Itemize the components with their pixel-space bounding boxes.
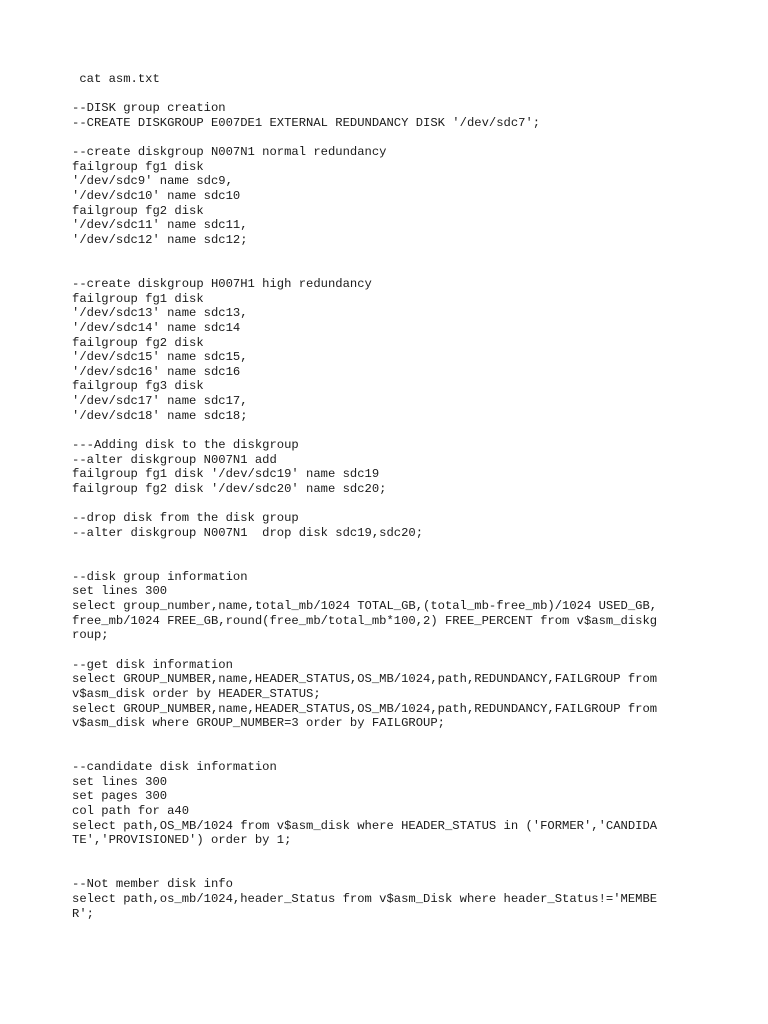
text-line: set lines 300: [72, 774, 168, 789]
text-line: --Not member disk info: [72, 877, 233, 892]
text-line: set lines 300: [72, 584, 168, 599]
text-line: [72, 131, 712, 146]
text-line: failgroup fg2 disk '/dev/sdc20' name sdc20;: [72, 481, 387, 496]
text-line: '/dev/sdc12' name sdc12;: [72, 233, 248, 248]
text-line: failgroup fg1 disk: [72, 159, 204, 174]
text-line: [72, 848, 712, 863]
text-line: set pages 300: [72, 789, 168, 804]
text-line: select GROUP_NUMBER,name,HEADER_STATUS,OS_MB/1024,path,REDUNDANCY,FAILGROUP from: [72, 672, 658, 687]
text-line: cat asm.txt: [72, 72, 160, 86]
text-line: failgroup fg2 disk: [72, 203, 204, 218]
text-line: col path for a40: [72, 804, 190, 819]
text-line: [72, 643, 712, 658]
text-line: select path,os_mb/1024,header_Status from v$asm_Disk where header_Status!='MEMBE: [72, 891, 658, 906]
text-line: --drop disk from the disk group: [72, 511, 299, 526]
text-line: failgroup fg3 disk: [72, 379, 204, 394]
text-line: ---Adding disk to the diskgroup: [72, 438, 299, 453]
text-line: [72, 497, 712, 512]
text-line: '/dev/sdc14' name sdc14: [72, 320, 241, 335]
text-line: select group_number,name,total_mb/1024 TOTAL_GB,(total_mb-free_mb)/1024 USED_GB,: [72, 599, 658, 614]
text-line: '/dev/sdc11' name sdc11,: [72, 218, 248, 233]
text-line: v$asm_disk where GROUP_NUMBER=3 order by FAILGROUP;: [72, 716, 445, 731]
text-line: --create diskgroup H007H1 high redundancy: [72, 276, 372, 291]
text-line: --get disk information: [72, 657, 233, 672]
text-line: '/dev/sdc13' name sdc13,: [72, 306, 248, 321]
text-line: [72, 541, 712, 556]
text-line: [72, 262, 712, 277]
text-line: '/dev/sdc16' name sdc16: [72, 364, 241, 379]
text-line: [72, 423, 712, 438]
text-line: v$asm_disk order by HEADER_STATUS;: [72, 686, 321, 701]
text-line: R';: [72, 906, 94, 921]
text-line: [72, 745, 712, 760]
text-line: --candidate disk information: [72, 760, 277, 775]
text-line: free_mb/1024 FREE_GB,round(free_mb/total_mb*100,2) FREE_PERCENT from v$asm_diskg: [72, 613, 658, 628]
text-line: '/dev/sdc17' name sdc17,: [72, 394, 248, 409]
text-line: --alter diskgroup N007N1 add: [72, 452, 277, 467]
text-line: failgroup fg2 disk: [72, 335, 204, 350]
text-line: --create diskgroup N007N1 normal redundancy: [72, 145, 387, 160]
text-line: [72, 87, 712, 102]
text-line: --alter diskgroup N007N1 drop disk sdc19,sdc20;: [72, 525, 424, 540]
text-line: failgroup fg1 disk '/dev/sdc19' name sdc19: [72, 467, 380, 482]
text-line: [72, 731, 712, 746]
text-line: TE','PROVISIONED') order by 1;: [72, 833, 292, 848]
text-line: [72, 863, 712, 878]
text-line: select GROUP_NUMBER,name,HEADER_STATUS,OS_MB/1024,path,REDUNDANCY,FAILGROUP from: [72, 701, 658, 716]
text-line: select path,OS_MB/1024 from v$asm_disk where HEADER_STATUS in ('FORMER','CANDIDA: [72, 818, 658, 833]
text-line: --CREATE DISKGROUP E007DE1 EXTERNAL REDUNDANCY DISK '/dev/sdc7';: [72, 115, 541, 130]
text-line: '/dev/sdc18' name sdc18;: [72, 408, 248, 423]
text-line: --DISK group creation: [72, 101, 226, 116]
text-line: [72, 248, 712, 263]
text-line: '/dev/sdc15' name sdc15,: [72, 350, 248, 365]
document-page: [72, 72, 712, 921]
text-line: roup;: [72, 628, 109, 643]
text-line: --disk group information: [72, 569, 248, 584]
text-line: '/dev/sdc9' name sdc9,: [72, 174, 233, 189]
text-line: [72, 555, 712, 570]
text-line: failgroup fg1 disk: [72, 291, 204, 306]
text-line: '/dev/sdc10' name sdc10: [72, 189, 241, 204]
